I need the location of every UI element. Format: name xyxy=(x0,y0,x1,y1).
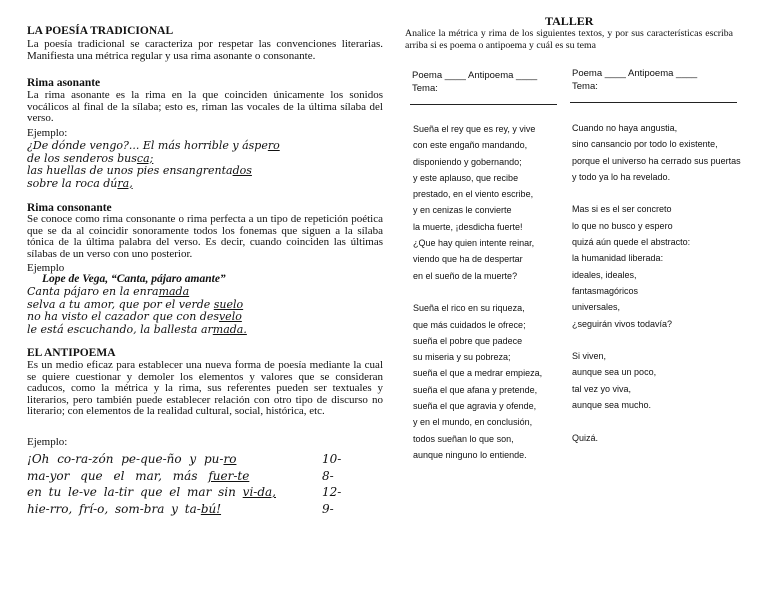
verse-text: en tu le-ve la-tir que el mar sin xyxy=(27,485,243,499)
poem-line: universales, xyxy=(572,302,621,313)
taller-instructions: Analice la métrica y rima de los siguientes textos, y por sus características escriba arriba si es poema o antipoema y cuál es su tema xyxy=(405,28,733,51)
poem-line: Sueña el rico en su riqueza, xyxy=(413,303,525,314)
poem-line: todos sueñan lo que son, xyxy=(413,433,514,444)
antipoema-text: Es un medio eficaz para establecer una nueva forma de poesía mediante la cual se quiere cuestionar y demoler los elementos y valores que se consideran caducos, como la métrica y la rima, sus referentes pueden ser textuales y literarios, pero también puede establecer relación con otro tipo de discurso no literario; con elementos de la realidad cultural, social, histórica, etc. xyxy=(27,359,383,418)
poem-line: sueña el que agravia y ofende, xyxy=(413,401,537,412)
verse-text: de los senderos bus xyxy=(27,151,137,165)
verse-rhyme: ca; xyxy=(136,151,154,165)
syllable-count: 10- xyxy=(322,452,342,466)
poem-line: porque el universo ha cerrado sus puertas xyxy=(572,155,741,166)
verse-rhyme: ra, xyxy=(117,176,133,190)
verse-rhyme: mada. xyxy=(212,322,247,336)
verse-text: hie-rro, frí-o, som-bra y ta- xyxy=(27,501,201,516)
poem-line: aunque ninguno lo entiende. xyxy=(413,449,527,460)
poem-line: la humanidad liberada: xyxy=(572,253,664,264)
taller-title: TALLER xyxy=(545,14,594,28)
verse-text: ¡Oh co-ra-zón pe-que-ño y pu- xyxy=(27,452,224,466)
verse-rhyme: dos xyxy=(232,164,252,177)
verse-rhyme: fuer-te xyxy=(208,468,250,483)
poem-line: sueña el que afana y pretende, xyxy=(413,384,538,395)
verse-text: le está escuchando, la ballesta ar xyxy=(27,322,213,336)
poem-line: con este engaño mandando, xyxy=(413,140,528,151)
asonante-verses xyxy=(27,140,280,190)
verse-line xyxy=(27,484,357,501)
section-title-poesia-tradicional: LA POESÍA TRADICIONAL xyxy=(27,25,174,37)
poem-line: aunque sea un poco, xyxy=(572,367,657,378)
poem-line: viendo que ha de despertar xyxy=(413,254,523,265)
poem-line: ¿Que hay quien intente reinar, xyxy=(413,238,535,249)
verse-text: Canta pájaro en la enra xyxy=(27,285,159,298)
poem-line: sueña el que a medrar empieza, xyxy=(413,368,543,379)
verse-text: ma-yor que el mar, más xyxy=(27,468,209,483)
col1-poem xyxy=(413,121,542,463)
col2-poem xyxy=(572,120,741,446)
verse-rhyme: ro xyxy=(223,452,237,466)
rima-consonante-text: Se conoce como rima consonante o rima perfecta a un tipo de repetición poética que se da al coincidir sonoramente todos los fonemas que siguen a la sílaba tónica de la última palabra del verso. Es decir, cuando coinciden las últimas sílabas de un verso con uno posterior. xyxy=(27,213,383,260)
poem-line: quizá aún quede el abstracto: xyxy=(572,237,691,248)
poem-line: Sueña el rey que es rey, y vive xyxy=(413,124,536,134)
poem-line: su miseria y su pobreza; xyxy=(413,352,511,363)
poem-line: ideales, ideales, xyxy=(572,269,637,280)
poem-line: en el sueño de la muerte? xyxy=(413,270,518,281)
antipoema-verses xyxy=(27,451,357,517)
verse-rhyme: bú! xyxy=(200,501,222,516)
poem-line: fantasmagóricos xyxy=(572,285,639,296)
poem-line: prestado, en el viento escribe, xyxy=(413,189,534,200)
poesia-tradicional-text: La poesía tradicional se caracteriza por respetar las convenciones literarias. Manifiesta una métrica regular y usa rima asonante o consonante. xyxy=(27,38,383,62)
poem-line: Mas si es el ser concreto xyxy=(572,204,672,215)
ejemplo-label: Ejemplo: xyxy=(27,436,68,448)
verse-text: las huellas de unos pies ensangrenta xyxy=(27,164,233,177)
col2-tema-line[interactable] xyxy=(570,102,737,103)
syllable-count: 9- xyxy=(322,501,334,516)
ejemplo-label: Ejemplo: xyxy=(27,127,68,139)
poem-line: sueña el pobre que padece xyxy=(413,335,523,346)
verse-line xyxy=(27,178,280,191)
poem-line: que más cuidados le ofrece; xyxy=(413,319,526,330)
poem-line: tal vez yo viva, xyxy=(572,383,632,394)
verse-text: selva a tu amor, que por el verde xyxy=(27,297,214,311)
col1-type-blank[interactable]: Poema ____ Antipoema ____ xyxy=(412,70,538,81)
poem-line xyxy=(572,185,741,201)
poem-line: y en cenizas le convierte xyxy=(413,205,512,216)
verse-rhyme: velo xyxy=(218,310,242,323)
col2-type-blank[interactable]: Poema ____ Antipoema ____ xyxy=(572,68,698,79)
col1-tema-label: Tema: xyxy=(412,83,438,94)
poem-line: ¿seguirán vivos todavía? xyxy=(572,318,673,329)
poem-line: Quizá. xyxy=(572,432,599,443)
poem-line: y este aplauso, que recibe xyxy=(413,172,519,183)
poem-line: sino cansancio por todo lo existente, xyxy=(572,139,718,150)
poem-line: aunque sea mucho. xyxy=(572,400,652,411)
verse-text: no ha visto el cazador que con des xyxy=(27,310,219,323)
poem-line: Si viven, xyxy=(572,351,607,362)
verse-line xyxy=(27,451,357,468)
poem-line: y en el mundo, en conclusión, xyxy=(413,417,533,428)
rima-asonante-text: La rima asonante es la rima en la que coinciden únicamente los sonidos vocálicos al final de la sílaba; esto es, riman las vocales de la última sílaba del verso. xyxy=(27,89,383,125)
poem-line: y todo ya lo ha revelado. xyxy=(572,171,671,182)
section-title-antipoema: EL ANTIPOEMA xyxy=(27,347,116,359)
syllable-count: 12- xyxy=(322,485,342,499)
section-title-rima-asonante: Rima asonante xyxy=(27,77,101,89)
verse-line xyxy=(27,468,357,485)
poem-line xyxy=(413,284,542,300)
poem-line: disponiendo y gobernando; xyxy=(413,156,522,167)
poem-line: la muerte, ¡desdicha fuerte! xyxy=(413,221,523,232)
col2-tema-label: Tema: xyxy=(572,81,598,92)
verse-rhyme: ro xyxy=(267,139,280,152)
col1-tema-line[interactable] xyxy=(410,104,557,105)
verse-line xyxy=(27,501,357,518)
poem-line: lo que no busco y espero xyxy=(572,220,673,231)
ejemplo-label: Ejemplo xyxy=(27,262,65,274)
example-author: Lope de Vega, “Canta, pájaro amante” xyxy=(42,273,226,285)
poem-line xyxy=(572,413,741,429)
poem-line xyxy=(572,332,741,348)
consonante-verses xyxy=(27,286,247,336)
verse-line xyxy=(27,324,247,337)
syllable-count: 8- xyxy=(322,468,334,483)
verse-rhyme: mada xyxy=(158,285,190,298)
verse-text: sobre la roca dú xyxy=(27,176,118,190)
section-title-rima-consonante: Rima consonante xyxy=(27,202,112,214)
verse-text: ¿De dónde vengo?... El más horrible y áspe xyxy=(27,139,268,152)
poem-line: Cuando no haya angustia, xyxy=(572,123,678,133)
verse-rhyme: vi-da, xyxy=(242,485,276,499)
verse-rhyme: suelo xyxy=(213,297,244,311)
